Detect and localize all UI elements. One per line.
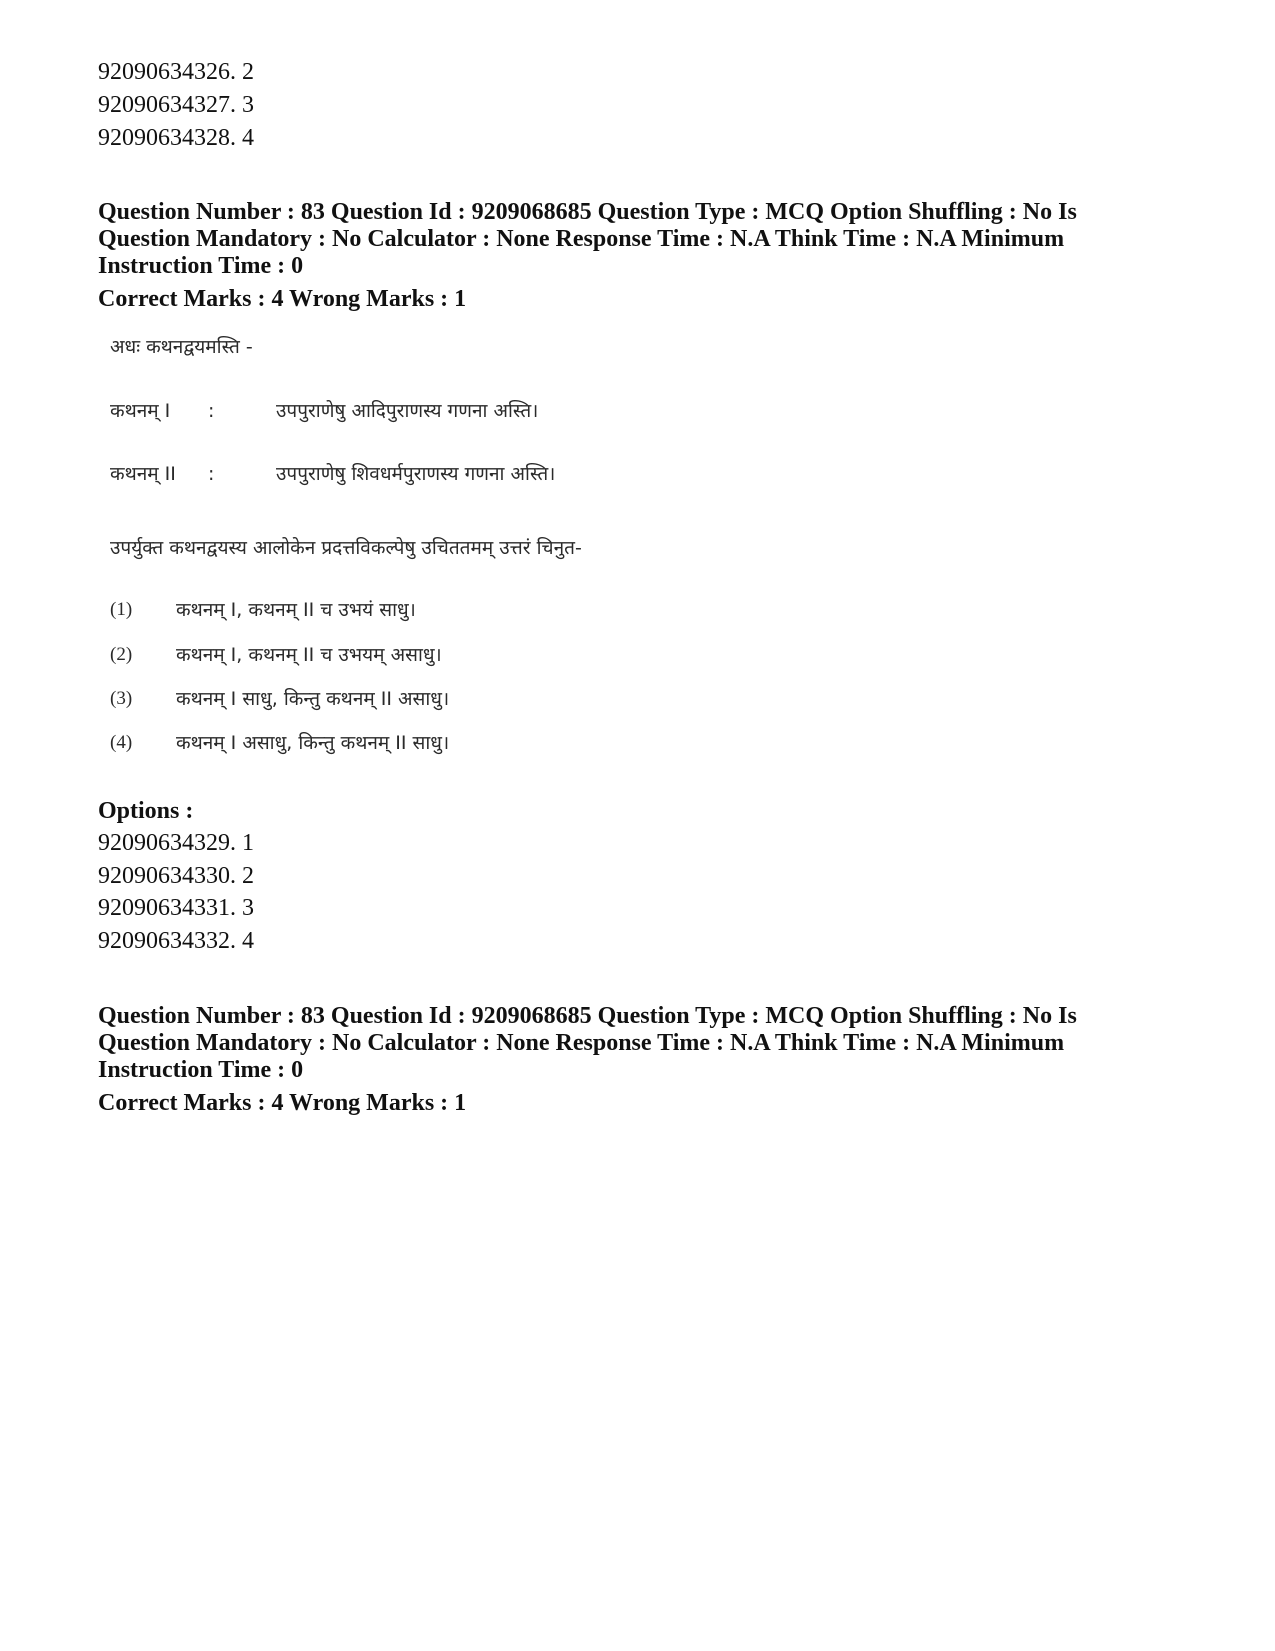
prev-option-2: 92090634327. 3 [98,92,254,118]
choice-3-number: (3) [110,688,133,709]
question-2-header-line-1: Question Number : 83 Question Id : 9209068685 Question Type : MCQ Option Shuffling : No Is [98,1003,1077,1029]
choice-2-text: कथनम् I, कथनम् II च उभयम् असाधु। [176,644,442,666]
question-header-line-1: Question Number : 83 Question Id : 9209068685 Question Type : MCQ Option Shuffling : No Is [98,199,1077,225]
option-1: 92090634329. 1 [98,830,254,856]
prev-option-1: 92090634326. 2 [98,59,254,85]
choice-3-text: कथनम् I साधु, किन्तु कथनम् II असाधु। [176,688,450,710]
question-instruction: उपर्युक्त कथनद्वयस्य आलोकेन प्रदत्तविकल्पेषु उचिततमम् उत्तरं चिनुत- [110,537,582,559]
options-label: Options : [98,798,194,824]
question-intro: अधः कथनद्वयमस्ति - [110,336,253,358]
statement-1-colon: : [208,400,215,422]
question-header-line-2: Question Mandatory : No Calculator : None Response Time : N.A Think Time : N.A Minimum [98,226,1065,252]
choice-4-text: कथनम् I असाधु, किन्तु कथनम् II साधु। [176,732,450,754]
choice-1-number: (1) [110,599,133,620]
option-4: 92090634332. 4 [98,928,254,954]
option-2: 92090634330. 2 [98,863,254,889]
prev-option-3: 92090634328. 4 [98,125,254,151]
option-3: 92090634331. 3 [98,895,254,921]
choice-1-text: कथनम् I, कथनम् II च उभयं साधु। [176,599,416,621]
question-2-header-line-3: Instruction Time : 0 [98,1057,304,1083]
question-marks: Correct Marks : 4 Wrong Marks : 1 [98,286,467,312]
question-header-line-3: Instruction Time : 0 [98,253,304,279]
question-content-image [98,335,638,805]
choice-4-number: (4) [110,732,133,753]
statement-2-label: कथनम् II [110,463,176,485]
question-2-marks: Correct Marks : 4 Wrong Marks : 1 [98,1090,467,1116]
choice-2-number: (2) [110,644,133,665]
question-2-header-line-2: Question Mandatory : No Calculator : None Response Time : N.A Think Time : N.A Minimum [98,1030,1065,1056]
statement-2-text: उपपुराणेषु शिवधर्मपुराणस्य गणना अस्ति। [276,463,556,485]
statement-1-text: उपपुराणेषु आदिपुराणस्य गणना अस्ति। [276,400,539,422]
statement-1-label: कथनम् I [110,400,171,422]
statement-2-colon: : [208,463,215,485]
